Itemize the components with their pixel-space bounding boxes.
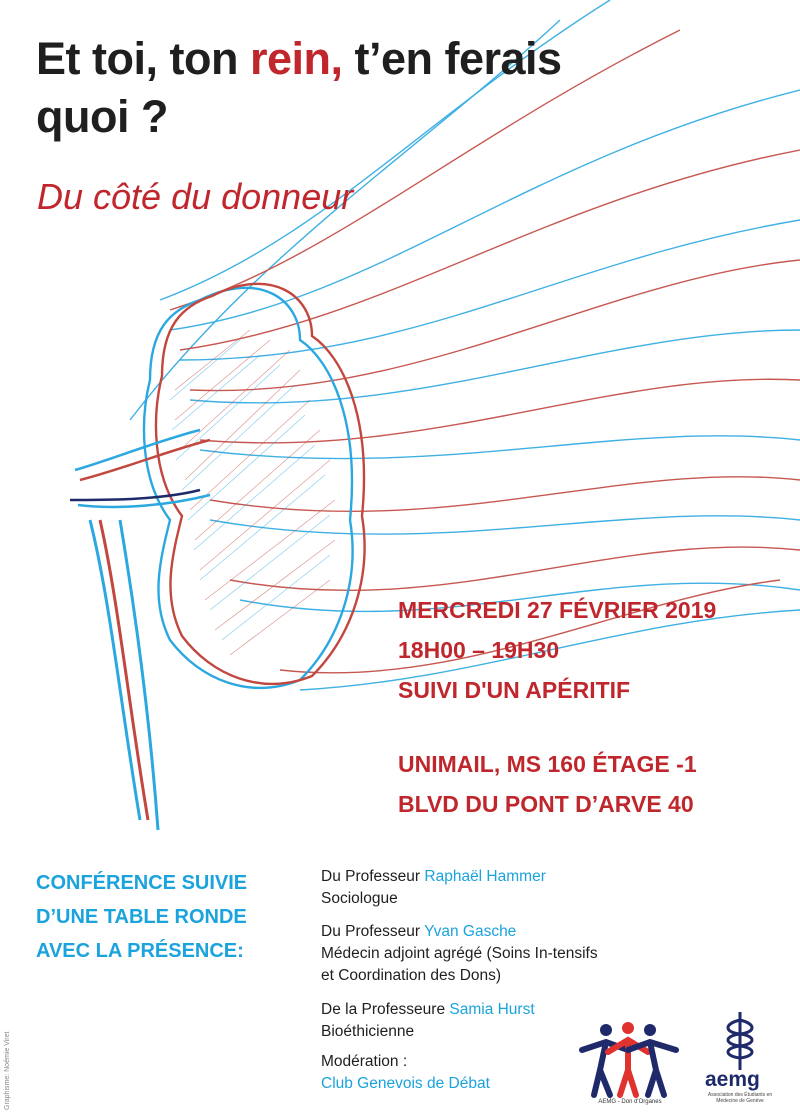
conference-line-1: CONFÉRENCE SUIVIE <box>36 872 248 894</box>
headline-part2: t’en ferais quoi ? <box>36 33 562 142</box>
conference-line-2: D’UNE TABLE RONDE <box>36 906 247 928</box>
speaker-name: Yvan Gasche <box>424 923 517 940</box>
flow-line-blue <box>210 516 800 534</box>
event-address: BLVD DU PONT D’ARVE 40 <box>398 791 694 817</box>
organ-donation-logo <box>578 1020 680 1100</box>
event-time: 18H00 – 19H30 <box>398 637 560 663</box>
aemg-caduceus-logo <box>710 1010 770 1072</box>
flow-line-red <box>210 477 800 512</box>
flow-line-blue <box>200 436 800 459</box>
kidney-outline <box>144 284 365 688</box>
flow-line-blue <box>180 220 800 360</box>
headline-accent: rein, <box>249 33 343 84</box>
ureter <box>90 520 158 830</box>
aemg-logo-text: aemg <box>705 1068 760 1091</box>
speaker-item <box>321 921 601 987</box>
speaker-item <box>321 999 601 1043</box>
headline-part1: Et toi, ton <box>36 33 250 84</box>
event-date: MERCREDI 27 FÉVRIER 2019 <box>398 597 717 623</box>
moderation-name: Club Genevois de Débat <box>321 1075 490 1092</box>
speaker-name: Samia Hurst <box>449 1001 535 1018</box>
aemg-logo-subtitle: Association des Étudiants en Médecine de Genève <box>707 1092 773 1104</box>
moderation <box>321 1051 601 1095</box>
headline <box>36 30 596 146</box>
moderation-label: Modération : <box>321 1053 408 1070</box>
speaker-role: Sociologue <box>321 890 398 907</box>
event-extra: SUIVI D'UN APÉRITIF <box>398 677 631 703</box>
subtitle: Du côté du donneur <box>37 176 354 217</box>
speaker-role: Médecin adjoint agrégé (Soins In-tensifs et Coordination des Dons) <box>321 945 598 984</box>
flow-line-red <box>190 260 800 391</box>
flow-line-blue <box>190 330 800 403</box>
speaker-role: Bioéthicienne <box>321 1023 415 1040</box>
conference-heading <box>36 866 306 968</box>
speaker-prefix: Du Professeur <box>321 923 425 940</box>
speaker-prefix: De la Professeure <box>321 1001 450 1018</box>
conference-line-3: AVEC LA PRÉSENCE: <box>36 940 244 962</box>
organ-donation-logo-caption: AEMG - Don d'Organes <box>598 1099 662 1105</box>
event-venue: UNIMAIL, MS 160 ÉTAGE -1 <box>398 751 697 777</box>
speaker-prefix: Du Professeur <box>321 868 425 885</box>
speaker-list <box>321 866 601 1106</box>
speaker-name: Raphaël Hammer <box>424 868 546 885</box>
graphic-credit: Graphisme: Noémie Viret <box>4 1031 11 1110</box>
event-details <box>398 590 716 824</box>
speaker-item <box>321 866 601 910</box>
flow-line-red <box>200 379 800 443</box>
